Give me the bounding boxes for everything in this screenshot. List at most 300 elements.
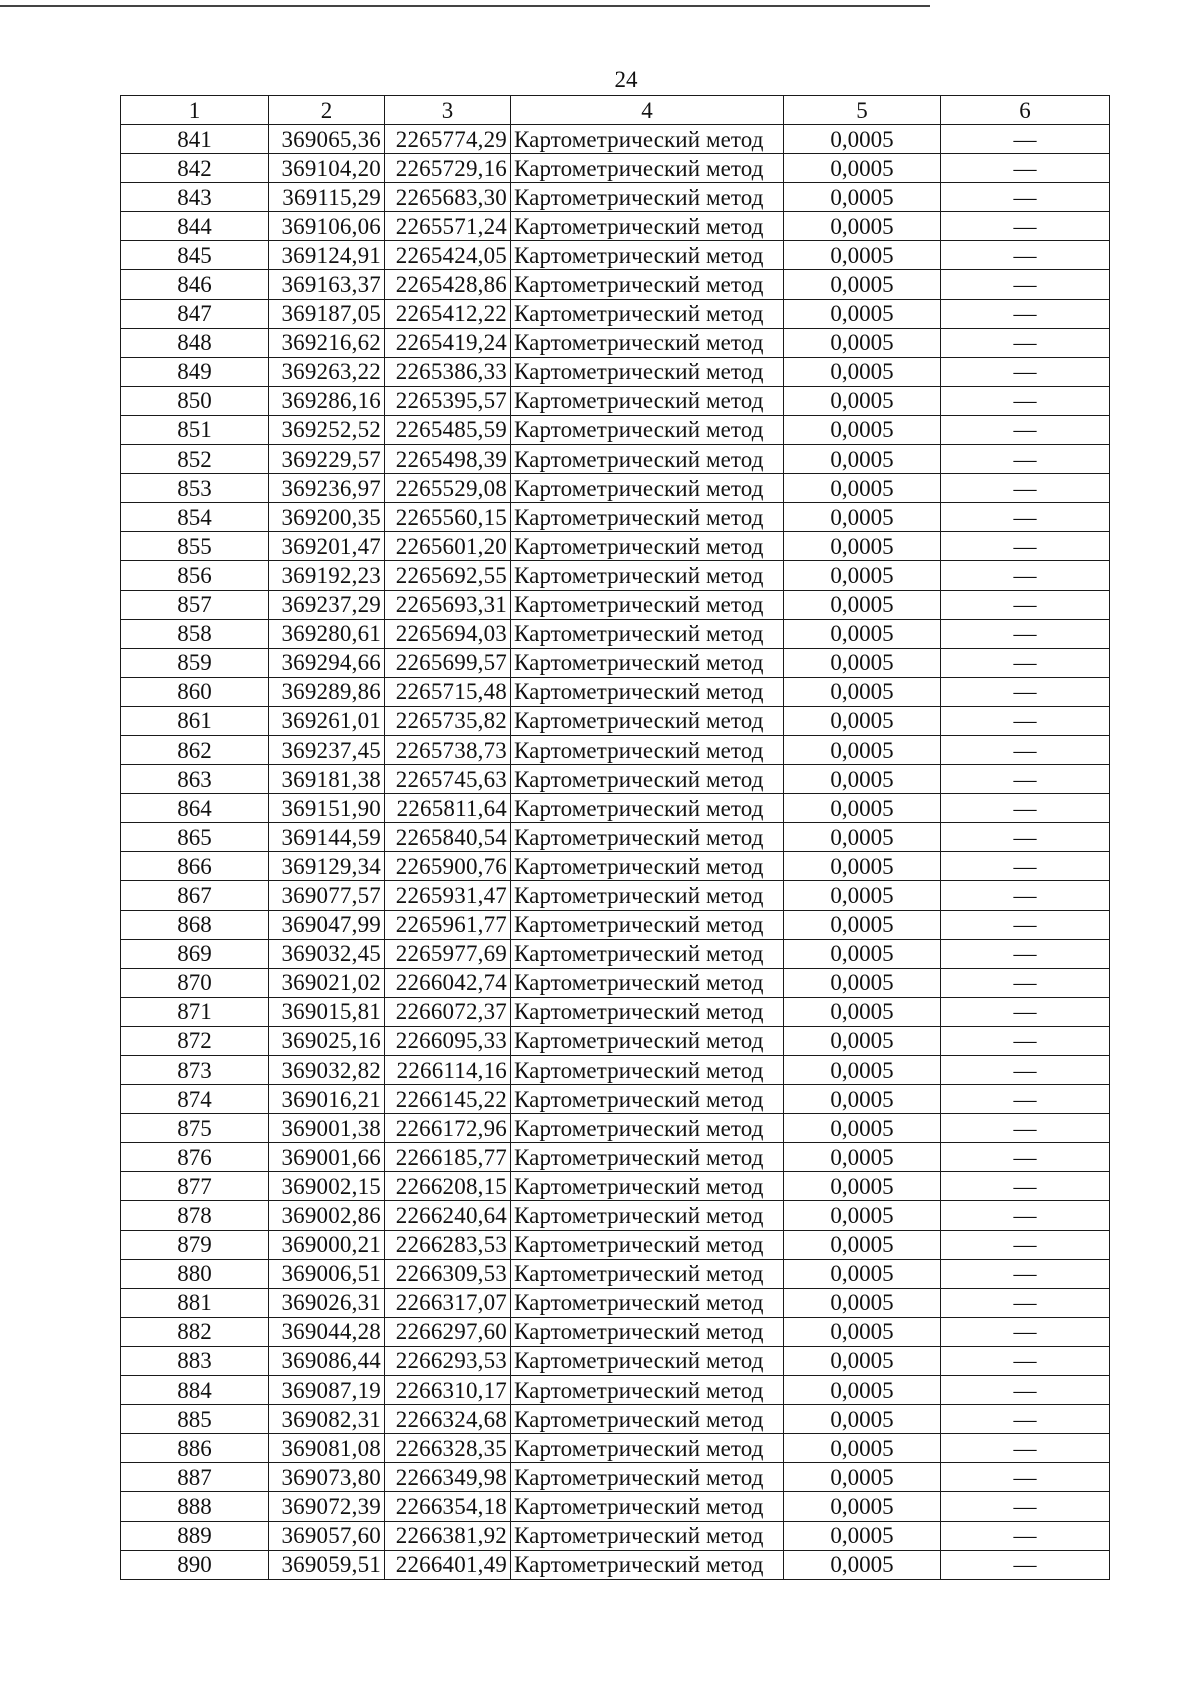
point-number-cell: 867 [121, 881, 269, 910]
method-cell: Картометрический метод [511, 939, 784, 968]
method-cell: Картометрический метод [511, 1550, 784, 1579]
point-number-cell: 883 [121, 1346, 269, 1375]
method-cell: Картометрический метод [511, 1317, 784, 1346]
table-row [121, 1056, 1110, 1085]
point-number-cell: 879 [121, 1230, 269, 1259]
accuracy-cell: 0,0005 [784, 183, 941, 212]
table-row [121, 125, 1110, 154]
table-row [121, 1172, 1110, 1201]
note-cell: — [941, 212, 1110, 241]
method-cell: Картометрический метод [511, 1434, 784, 1463]
method-cell: Картометрический метод [511, 823, 784, 852]
column-header-2: 2 [269, 96, 385, 125]
x-coordinate-cell: 369216,62 [269, 328, 385, 357]
y-coordinate-cell: 2266114,16 [385, 1056, 511, 1085]
accuracy-cell: 0,0005 [784, 910, 941, 939]
accuracy-cell: 0,0005 [784, 532, 941, 561]
coordinates-table [120, 95, 1110, 1580]
x-coordinate-cell: 369002,15 [269, 1172, 385, 1201]
y-coordinate-cell: 2265931,47 [385, 881, 511, 910]
accuracy-cell: 0,0005 [784, 1550, 941, 1579]
note-cell: — [941, 1288, 1110, 1317]
note-cell: — [941, 299, 1110, 328]
method-cell: Картометрический метод [511, 648, 784, 677]
accuracy-cell: 0,0005 [784, 852, 941, 881]
method-cell: Картометрический метод [511, 474, 784, 503]
table-row [121, 241, 1110, 270]
accuracy-cell: 0,0005 [784, 939, 941, 968]
y-coordinate-cell: 2265386,33 [385, 357, 511, 386]
point-number-cell: 875 [121, 1114, 269, 1143]
method-cell: Картометрический метод [511, 1056, 784, 1085]
x-coordinate-cell: 369032,45 [269, 939, 385, 968]
method-cell: Картометрический метод [511, 445, 784, 474]
column-header-4: 4 [511, 96, 784, 125]
y-coordinate-cell: 2265745,63 [385, 765, 511, 794]
point-number-cell: 847 [121, 299, 269, 328]
table-row [121, 677, 1110, 706]
x-coordinate-cell: 369200,35 [269, 503, 385, 532]
table-row [121, 503, 1110, 532]
table-row [121, 386, 1110, 415]
point-number-cell: 855 [121, 532, 269, 561]
point-number-cell: 852 [121, 445, 269, 474]
note-cell: — [941, 1259, 1110, 1288]
point-number-cell: 873 [121, 1056, 269, 1085]
method-cell: Картометрический метод [511, 794, 784, 823]
method-cell: Картометрический метод [511, 997, 784, 1026]
y-coordinate-cell: 2266240,64 [385, 1201, 511, 1230]
point-number-cell: 864 [121, 794, 269, 823]
accuracy-cell: 0,0005 [784, 1288, 941, 1317]
x-coordinate-cell: 369002,86 [269, 1201, 385, 1230]
note-cell: — [941, 1405, 1110, 1434]
point-number-cell: 848 [121, 328, 269, 357]
table-row [121, 794, 1110, 823]
note-cell: — [941, 474, 1110, 503]
note-cell: — [941, 561, 1110, 590]
note-cell: — [941, 997, 1110, 1026]
x-coordinate-cell: 369286,16 [269, 386, 385, 415]
accuracy-cell: 0,0005 [784, 881, 941, 910]
y-coordinate-cell: 2266185,77 [385, 1143, 511, 1172]
method-cell: Картометрический метод [511, 532, 784, 561]
note-cell: — [941, 183, 1110, 212]
note-cell: — [941, 823, 1110, 852]
accuracy-cell: 0,0005 [784, 386, 941, 415]
y-coordinate-cell: 2266354,18 [385, 1492, 511, 1521]
table-row [121, 1521, 1110, 1550]
y-coordinate-cell: 2265529,08 [385, 474, 511, 503]
method-cell: Картометрический метод [511, 677, 784, 706]
note-cell: — [941, 1492, 1110, 1521]
method-cell: Картометрический метод [511, 415, 784, 444]
y-coordinate-cell: 2265840,54 [385, 823, 511, 852]
point-number-cell: 861 [121, 706, 269, 735]
point-number-cell: 858 [121, 619, 269, 648]
method-cell: Картометрический метод [511, 125, 784, 154]
method-cell: Картометрический метод [511, 503, 784, 532]
accuracy-cell: 0,0005 [784, 154, 941, 183]
x-coordinate-cell: 369001,38 [269, 1114, 385, 1143]
y-coordinate-cell: 2265738,73 [385, 735, 511, 764]
accuracy-cell: 0,0005 [784, 1376, 941, 1405]
point-number-cell: 886 [121, 1434, 269, 1463]
y-coordinate-cell: 2265560,15 [385, 503, 511, 532]
note-cell: — [941, 794, 1110, 823]
top-border-rule [0, 5, 930, 7]
y-coordinate-cell: 2266293,53 [385, 1346, 511, 1375]
method-cell: Картометрический метод [511, 1405, 784, 1434]
header-row [121, 96, 1110, 125]
table-row [121, 532, 1110, 561]
note-cell: — [941, 1230, 1110, 1259]
point-number-cell: 889 [121, 1521, 269, 1550]
accuracy-cell: 0,0005 [784, 1085, 941, 1114]
method-cell: Картометрический метод [511, 212, 784, 241]
point-number-cell: 890 [121, 1550, 269, 1579]
note-cell: — [941, 386, 1110, 415]
x-coordinate-cell: 369263,22 [269, 357, 385, 386]
x-coordinate-cell: 369077,57 [269, 881, 385, 910]
method-cell: Картометрический метод [511, 881, 784, 910]
x-coordinate-cell: 369237,45 [269, 735, 385, 764]
x-coordinate-cell: 369192,23 [269, 561, 385, 590]
y-coordinate-cell: 2266172,96 [385, 1114, 511, 1143]
note-cell: — [941, 357, 1110, 386]
y-coordinate-cell: 2266072,37 [385, 997, 511, 1026]
y-coordinate-cell: 2266309,53 [385, 1259, 511, 1288]
method-cell: Картометрический метод [511, 1259, 784, 1288]
method-cell: Картометрический метод [511, 1463, 784, 1492]
accuracy-cell: 0,0005 [784, 1114, 941, 1143]
method-cell: Картометрический метод [511, 328, 784, 357]
accuracy-cell: 0,0005 [784, 125, 941, 154]
y-coordinate-cell: 2266208,15 [385, 1172, 511, 1201]
note-cell: — [941, 852, 1110, 881]
note-cell: — [941, 1172, 1110, 1201]
point-number-cell: 862 [121, 735, 269, 764]
table-body [121, 125, 1110, 1580]
x-coordinate-cell: 369087,19 [269, 1376, 385, 1405]
note-cell: — [941, 968, 1110, 997]
note-cell: — [941, 1056, 1110, 1085]
accuracy-cell: 0,0005 [784, 270, 941, 299]
table-row [121, 1143, 1110, 1172]
point-number-cell: 868 [121, 910, 269, 939]
table-row [121, 823, 1110, 852]
note-cell: — [941, 125, 1110, 154]
table-row [121, 939, 1110, 968]
method-cell: Картометрический метод [511, 1521, 784, 1550]
note-cell: — [941, 1463, 1110, 1492]
note-cell: — [941, 881, 1110, 910]
table-row [121, 1230, 1110, 1259]
table-row [121, 997, 1110, 1026]
table-row [121, 183, 1110, 212]
x-coordinate-cell: 369106,06 [269, 212, 385, 241]
accuracy-cell: 0,0005 [784, 212, 941, 241]
x-coordinate-cell: 369229,57 [269, 445, 385, 474]
note-cell: — [941, 1346, 1110, 1375]
x-coordinate-cell: 369065,36 [269, 125, 385, 154]
method-cell: Картометрический метод [511, 735, 784, 764]
y-coordinate-cell: 2265774,29 [385, 125, 511, 154]
y-coordinate-cell: 2265692,55 [385, 561, 511, 590]
point-number-cell: 881 [121, 1288, 269, 1317]
note-cell: — [941, 270, 1110, 299]
table-row [121, 1376, 1110, 1405]
accuracy-cell: 0,0005 [784, 241, 941, 270]
x-coordinate-cell: 369025,16 [269, 1026, 385, 1055]
y-coordinate-cell: 2265693,31 [385, 590, 511, 619]
point-number-cell: 870 [121, 968, 269, 997]
table-row [121, 735, 1110, 764]
point-number-cell: 869 [121, 939, 269, 968]
point-number-cell: 844 [121, 212, 269, 241]
y-coordinate-cell: 2266349,98 [385, 1463, 511, 1492]
point-number-cell: 849 [121, 357, 269, 386]
table-row [121, 1463, 1110, 1492]
y-coordinate-cell: 2265977,69 [385, 939, 511, 968]
note-cell: — [941, 619, 1110, 648]
y-coordinate-cell: 2265601,20 [385, 532, 511, 561]
table-row [121, 1434, 1110, 1463]
table-row [121, 852, 1110, 881]
y-coordinate-cell: 2265683,30 [385, 183, 511, 212]
table-row [121, 445, 1110, 474]
table-row [121, 328, 1110, 357]
y-coordinate-cell: 2265729,16 [385, 154, 511, 183]
note-cell: — [941, 445, 1110, 474]
y-coordinate-cell: 2265485,59 [385, 415, 511, 444]
accuracy-cell: 0,0005 [784, 1259, 941, 1288]
accuracy-cell: 0,0005 [784, 706, 941, 735]
page-number: 24 [614, 67, 638, 92]
y-coordinate-cell: 2266381,92 [385, 1521, 511, 1550]
x-coordinate-cell: 369059,51 [269, 1550, 385, 1579]
x-coordinate-cell: 369144,59 [269, 823, 385, 852]
method-cell: Картометрический метод [511, 1376, 784, 1405]
x-coordinate-cell: 369115,29 [269, 183, 385, 212]
accuracy-cell: 0,0005 [784, 357, 941, 386]
y-coordinate-cell: 2265811,64 [385, 794, 511, 823]
table-row [121, 1405, 1110, 1434]
point-number-cell: 843 [121, 183, 269, 212]
note-cell: — [941, 415, 1110, 444]
y-coordinate-cell: 2266095,33 [385, 1026, 511, 1055]
table-row [121, 1317, 1110, 1346]
y-coordinate-cell: 2265900,76 [385, 852, 511, 881]
accuracy-cell: 0,0005 [784, 648, 941, 677]
accuracy-cell: 0,0005 [784, 1463, 941, 1492]
point-number-cell: 874 [121, 1085, 269, 1114]
note-cell: — [941, 648, 1110, 677]
accuracy-cell: 0,0005 [784, 794, 941, 823]
column-header-1: 1 [121, 96, 269, 125]
x-coordinate-cell: 369000,21 [269, 1230, 385, 1259]
y-coordinate-cell: 2265715,48 [385, 677, 511, 706]
table-row [121, 1346, 1110, 1375]
accuracy-cell: 0,0005 [784, 415, 941, 444]
point-number-cell: 856 [121, 561, 269, 590]
table-row [121, 1492, 1110, 1521]
y-coordinate-cell: 2265419,24 [385, 328, 511, 357]
method-cell: Картометрический метод [511, 1085, 784, 1114]
method-cell: Картометрический метод [511, 590, 784, 619]
table-row [121, 561, 1110, 590]
note-cell: — [941, 1317, 1110, 1346]
point-number-cell: 850 [121, 386, 269, 415]
accuracy-cell: 0,0005 [784, 823, 941, 852]
method-cell: Картометрический метод [511, 299, 784, 328]
method-cell: Картометрический метод [511, 706, 784, 735]
point-number-cell: 846 [121, 270, 269, 299]
method-cell: Картометрический метод [511, 910, 784, 939]
table-row [121, 357, 1110, 386]
table-row [121, 765, 1110, 794]
x-coordinate-cell: 369016,21 [269, 1085, 385, 1114]
point-number-cell: 888 [121, 1492, 269, 1521]
x-coordinate-cell: 369163,37 [269, 270, 385, 299]
accuracy-cell: 0,0005 [784, 968, 941, 997]
table-row [121, 474, 1110, 503]
method-cell: Картометрический метод [511, 1143, 784, 1172]
table-row [121, 1114, 1110, 1143]
y-coordinate-cell: 2265571,24 [385, 212, 511, 241]
accuracy-cell: 0,0005 [784, 1317, 941, 1346]
table-row [121, 1085, 1110, 1114]
accuracy-cell: 0,0005 [784, 503, 941, 532]
method-cell: Картометрический метод [511, 1201, 784, 1230]
note-cell: — [941, 1201, 1110, 1230]
table-row [121, 270, 1110, 299]
x-coordinate-cell: 369294,66 [269, 648, 385, 677]
x-coordinate-cell: 369187,05 [269, 299, 385, 328]
accuracy-cell: 0,0005 [784, 765, 941, 794]
note-cell: — [941, 590, 1110, 619]
note-cell: — [941, 677, 1110, 706]
note-cell: — [941, 1434, 1110, 1463]
column-header-3: 3 [385, 96, 511, 125]
method-cell: Картометрический метод [511, 1230, 784, 1259]
point-number-cell: 851 [121, 415, 269, 444]
table-row [121, 415, 1110, 444]
point-number-cell: 885 [121, 1405, 269, 1434]
point-number-cell: 884 [121, 1376, 269, 1405]
note-cell: — [941, 1085, 1110, 1114]
method-cell: Картометрический метод [511, 386, 784, 415]
note-cell: — [941, 910, 1110, 939]
y-coordinate-cell: 2265395,57 [385, 386, 511, 415]
method-cell: Картометрический метод [511, 1288, 784, 1317]
point-number-cell: 865 [121, 823, 269, 852]
point-number-cell: 866 [121, 852, 269, 881]
point-number-cell: 859 [121, 648, 269, 677]
point-number-cell: 887 [121, 1463, 269, 1492]
note-cell: — [941, 154, 1110, 183]
accuracy-cell: 0,0005 [784, 1201, 941, 1230]
accuracy-cell: 0,0005 [784, 561, 941, 590]
x-coordinate-cell: 369129,34 [269, 852, 385, 881]
x-coordinate-cell: 369021,02 [269, 968, 385, 997]
x-coordinate-cell: 369151,90 [269, 794, 385, 823]
y-coordinate-cell: 2266297,60 [385, 1317, 511, 1346]
table-row [121, 1288, 1110, 1317]
accuracy-cell: 0,0005 [784, 328, 941, 357]
table-row [121, 1550, 1110, 1579]
note-cell: — [941, 1521, 1110, 1550]
table-row [121, 648, 1110, 677]
method-cell: Картометрический метод [511, 765, 784, 794]
point-number-cell: 863 [121, 765, 269, 794]
point-number-cell: 854 [121, 503, 269, 532]
x-coordinate-cell: 369124,91 [269, 241, 385, 270]
accuracy-cell: 0,0005 [784, 1056, 941, 1085]
note-cell: — [941, 328, 1110, 357]
column-header-5: 5 [784, 96, 941, 125]
x-coordinate-cell: 369015,81 [269, 997, 385, 1026]
y-coordinate-cell: 2265428,86 [385, 270, 511, 299]
point-number-cell: 871 [121, 997, 269, 1026]
x-coordinate-cell: 369289,86 [269, 677, 385, 706]
accuracy-cell: 0,0005 [784, 1172, 941, 1201]
accuracy-cell: 0,0005 [784, 445, 941, 474]
x-coordinate-cell: 369252,52 [269, 415, 385, 444]
y-coordinate-cell: 2265699,57 [385, 648, 511, 677]
x-coordinate-cell: 369006,51 [269, 1259, 385, 1288]
x-coordinate-cell: 369057,60 [269, 1521, 385, 1550]
x-coordinate-cell: 369261,01 [269, 706, 385, 735]
accuracy-cell: 0,0005 [784, 1346, 941, 1375]
note-cell: — [941, 1114, 1110, 1143]
x-coordinate-cell: 369001,66 [269, 1143, 385, 1172]
note-cell: — [941, 1026, 1110, 1055]
note-cell: — [941, 503, 1110, 532]
y-coordinate-cell: 2265412,22 [385, 299, 511, 328]
table-row [121, 968, 1110, 997]
table-row [121, 881, 1110, 910]
column-header-6: 6 [941, 96, 1110, 125]
method-cell: Картометрический метод [511, 1026, 784, 1055]
y-coordinate-cell: 2265961,77 [385, 910, 511, 939]
x-coordinate-cell: 369236,97 [269, 474, 385, 503]
accuracy-cell: 0,0005 [784, 590, 941, 619]
note-cell: — [941, 706, 1110, 735]
point-number-cell: 882 [121, 1317, 269, 1346]
y-coordinate-cell: 2265694,03 [385, 619, 511, 648]
y-coordinate-cell: 2265498,39 [385, 445, 511, 474]
method-cell: Картометрический метод [511, 968, 784, 997]
y-coordinate-cell: 2266324,68 [385, 1405, 511, 1434]
point-number-cell: 857 [121, 590, 269, 619]
y-coordinate-cell: 2266328,35 [385, 1434, 511, 1463]
table-row [121, 154, 1110, 183]
method-cell: Картометрический метод [511, 1492, 784, 1521]
accuracy-cell: 0,0005 [784, 1143, 941, 1172]
point-number-cell: 842 [121, 154, 269, 183]
method-cell: Картометрический метод [511, 561, 784, 590]
note-cell: — [941, 1143, 1110, 1172]
x-coordinate-cell: 369104,20 [269, 154, 385, 183]
method-cell: Картометрический метод [511, 852, 784, 881]
x-coordinate-cell: 369081,08 [269, 1434, 385, 1463]
accuracy-cell: 0,0005 [784, 1405, 941, 1434]
point-number-cell: 877 [121, 1172, 269, 1201]
y-coordinate-cell: 2266145,22 [385, 1085, 511, 1114]
table-row [121, 212, 1110, 241]
x-coordinate-cell: 369237,29 [269, 590, 385, 619]
